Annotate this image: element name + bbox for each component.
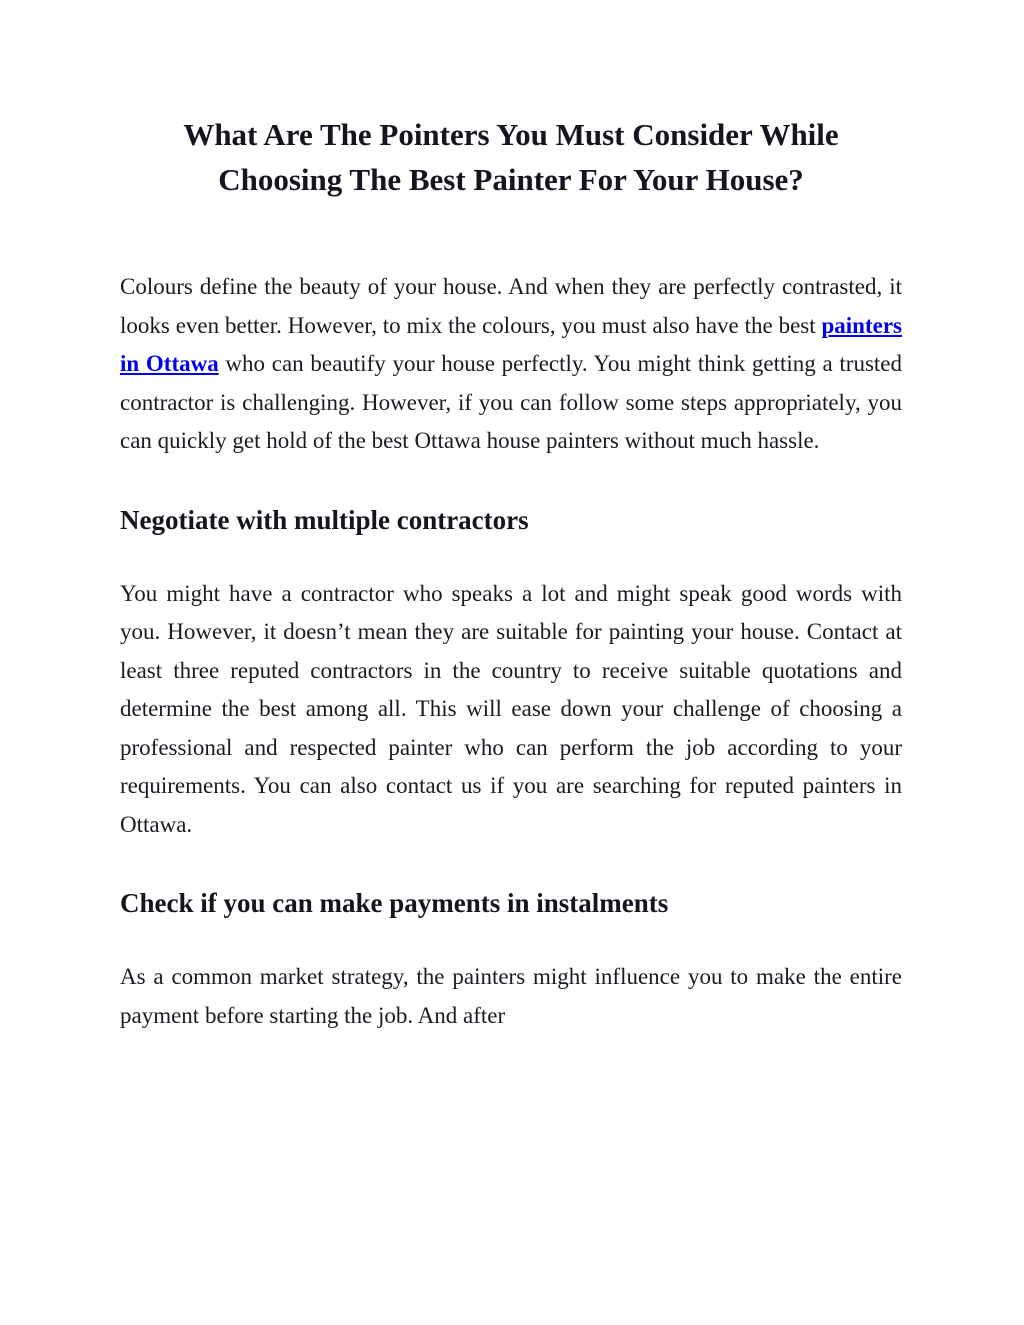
negotiate-contractors-paragraph: You might have a contractor who speaks a lot and might speak good words with you. However, it doesn’t mean they are suitable for painting your house. Contact at least three reputed contractors in the country to receive suitable quotations and determine the best among all. This will ease down your challenge of choosing a professional and respected painter who can perform the job according to your requirements. You can also contact us if you are searching for reputed painters in Ottawa. bbox=[120, 580, 902, 837]
painters-in-ottawa-link[interactable]: painters in Ottawa bbox=[120, 312, 902, 376]
heading-negotiate-contractors: Negotiate with multiple contractors bbox=[120, 504, 529, 535]
intro-paragraph bbox=[120, 268, 902, 461]
page-title: What Are The Pointers You Must Consider While Choosing The Best Painter For Your House? bbox=[183, 117, 839, 197]
intro-text-after-link: who can beautify your house perfectly. You might think getting a trusted contractor is challenging. However, if you can follow some steps appropriately, you can quickly get hold of the best Ottawa house painters without much hassle. bbox=[120, 351, 903, 453]
heading-payments-instalments: Check if you can make payments in instalments bbox=[120, 888, 669, 918]
payments-instalments-paragraph: As a common market strategy, the painters might influence you to make the entire payment before starting the job. And after bbox=[120, 964, 902, 1028]
intro-text-before-link: Colours define the beauty of your house. And when they are perfectly contrasted, it looks even better. However, to mix the colours, you must also have the best bbox=[120, 274, 902, 338]
